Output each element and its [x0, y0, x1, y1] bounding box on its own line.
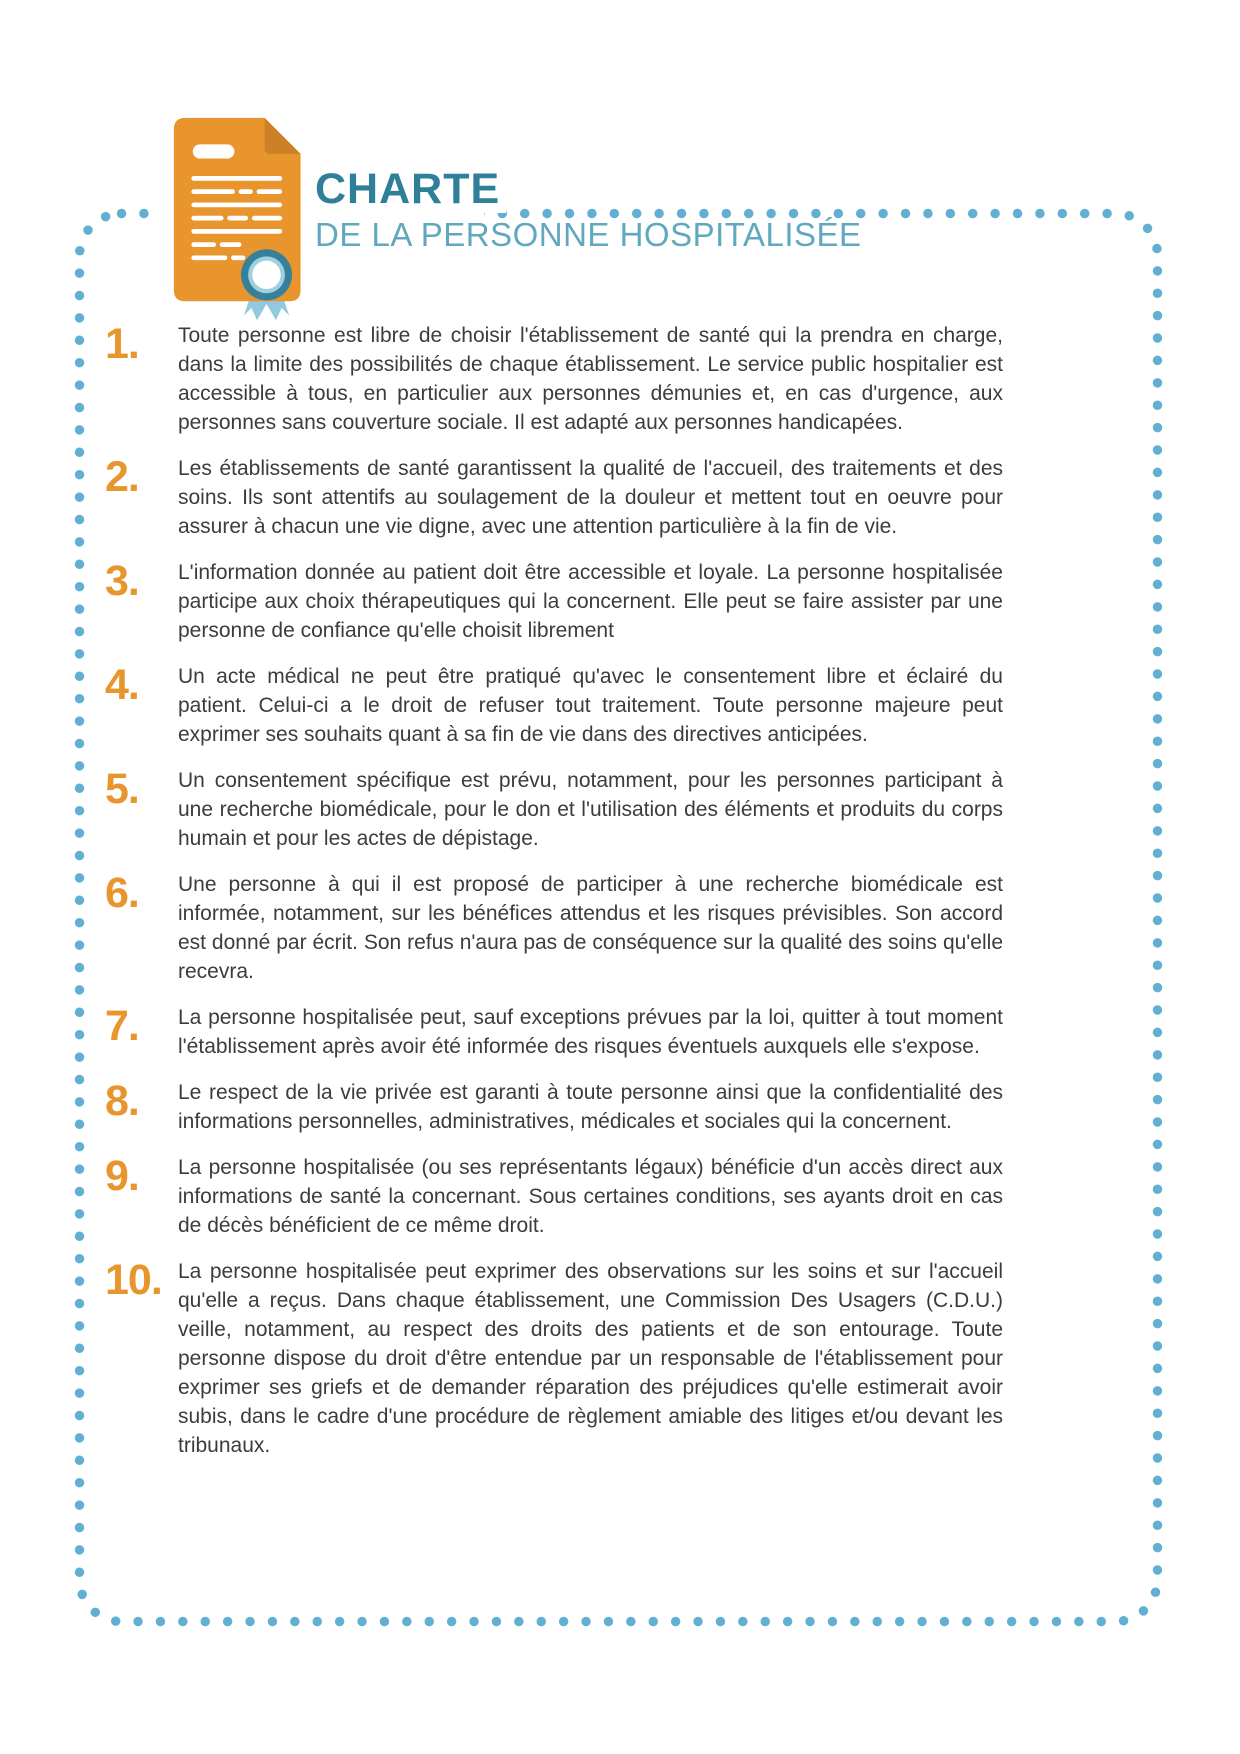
- item-text: L'information donnée au patient doit être accessible et loyale. La personne hospitalisée participe aux choix thérapeutiques qui la concernent. Elle peut se faire assister par une personne de confiance qu'elle choisit librement: [178, 561, 1003, 642]
- item-text: La personne hospitalisée (ou ses représentants légaux) bénéficie d'un accès direct aux informations de santé la concernant. Sous certaines conditions, ses ayants droit en cas de décès bénéficient de ce même droit.: [178, 1156, 1003, 1237]
- item-number: 10.: [105, 1256, 162, 1304]
- item-text: Un acte médical ne peut être pratiqué qu'avec le consentement libre et éclairé du patient. Celui-ci a le droit de refuser tout traitement. Toute personne majeure peut exprimer ses souhaits quant à sa fin de vie dans des directives anticipées.: [178, 665, 1003, 746]
- page-subtitle: DE LA PERSONNE HOSPITALISÉE: [315, 216, 862, 254]
- item-text: La personne hospitalisée peut exprimer des observations sur les soins et sur l'accueil qu'elle a reçus. Dans chaque établissement, une Commission Des Usagers (C.D.U.) veille, notamment, au respect des droits des patients et de son entourage. Toute personne dispose du droit d'être entendue par un responsable de l'établissement pour exprimer ses griefs et de demander réparation des préjudices qu'elle estimerait avoir subis, dans le cadre d'une procédure de règlement amiable des litiges et/ou devant les tribunaux.: [178, 1260, 1003, 1457]
- charter-item: [105, 1257, 1003, 1460]
- document-certificate-icon: [170, 116, 312, 324]
- charter-item: [105, 766, 1003, 853]
- item-number: 9.: [105, 1152, 139, 1200]
- item-number: 4.: [105, 661, 139, 709]
- item-text: Le respect de la vie privée est garanti à toute personne ainsi que la confidentialité des informations personnelles, administratives, médicales et sociales qui la concernent.: [178, 1081, 1003, 1133]
- charter-items-list: [105, 321, 1003, 1477]
- charter-item: [105, 870, 1003, 986]
- item-number: 3.: [105, 557, 139, 605]
- charter-item: [105, 454, 1003, 541]
- charter-item: [105, 1078, 1003, 1136]
- item-text: Un consentement spécifique est prévu, notamment, pour les personnes participant à une recherche biomédicale, pour le don et l'utilisation des éléments et produits du corps humain et pour les actes de dépistage.: [178, 769, 1003, 850]
- title-block: [315, 166, 862, 254]
- charter-item: [105, 662, 1003, 749]
- item-text: La personne hospitalisée peut, sauf exceptions prévues par la loi, quitter à tout moment l'établissement après avoir été informée des risques éventuels auxquels elle s'expose.: [178, 1006, 1003, 1058]
- item-number: 1.: [105, 320, 139, 368]
- item-number: 5.: [105, 765, 139, 813]
- charter-item: [105, 321, 1003, 437]
- charter-item: [105, 1003, 1003, 1061]
- item-number: 8.: [105, 1077, 139, 1125]
- item-number: 6.: [105, 869, 139, 917]
- charter-item: [105, 1153, 1003, 1240]
- item-text: Toute personne est libre de choisir l'établissement de santé qui la prendra en charge, dans la limite des possibilités de chaque établissement. Le service public hospitalier est accessible à tous, en particulier aux personnes démunies et, en cas d'urgence, aux personnes sans couverture sociale. Il est adapté aux personnes handicapées.: [178, 324, 1003, 434]
- page-title: CHARTE: [315, 166, 506, 213]
- item-text: Une personne à qui il est proposé de participer à une recherche biomédicale est informée, notamment, sur les bénéfices attendus et les risques prévisibles. Son accord est donné par écrit. Son refus n'aura pas de conséquence sur la qualité des soins qu'elle recevra.: [178, 873, 1003, 983]
- item-text: Les établissements de santé garantissent la qualité de l'accueil, des traitements et des soins. Ils sont attentifs au soulagement de la douleur et mettent tout en oeuvre pour assurer à chacun une vie digne, avec une attention particulière à la fin de vie.: [178, 457, 1003, 538]
- item-number: 7.: [105, 1002, 139, 1050]
- charter-item: [105, 558, 1003, 645]
- item-number: 2.: [105, 453, 139, 501]
